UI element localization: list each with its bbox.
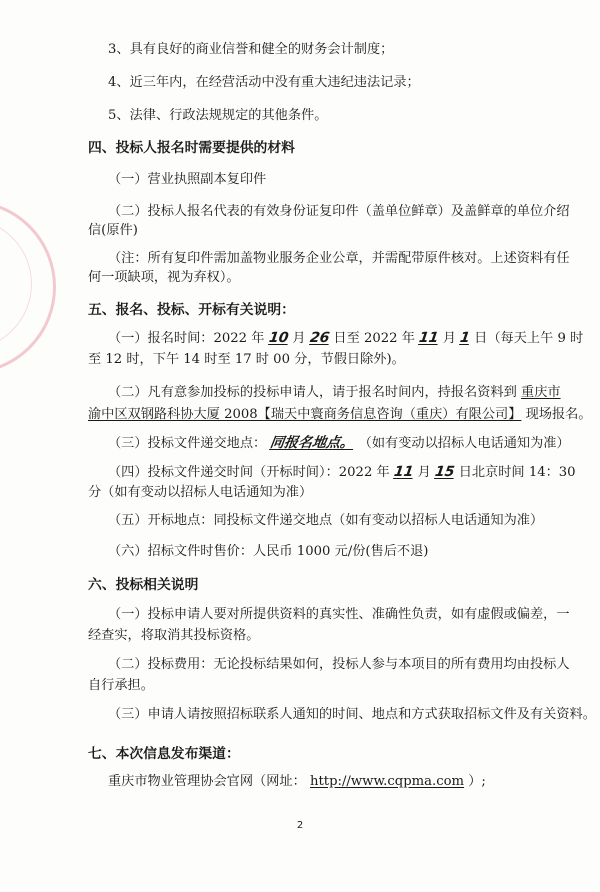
- registration-start-day: 26: [308, 330, 331, 346]
- bid-delivery-time-line-1: [108, 462, 576, 483]
- bid-opening-place: （五）开标地点：同投标文件递交地点（如有变动以招标人电话通知为准）: [108, 513, 544, 528]
- section-6-item-1-line-2: 经查实，将取消其投标资格。: [88, 628, 260, 643]
- bid-delivery-time-suffix: 日北京时间 14：30: [458, 465, 576, 480]
- bid-delivery-time-line-2: 分（如有变动以招标人电话通知为准）: [88, 485, 313, 500]
- registration-month-label-2: 月: [442, 331, 457, 346]
- publish-channel: [108, 772, 560, 792]
- condition-4: 4、近三年内，在经营活动中没有重大违纪违法记录；: [108, 75, 420, 90]
- page-number: 2: [296, 820, 304, 831]
- registration-end-month: 11: [418, 330, 440, 346]
- section-4-item-1: （一）营业执照副本复印件: [108, 172, 267, 187]
- bid-delivery-day: 15: [433, 464, 456, 480]
- registration-place-end: 现场报名。: [525, 407, 592, 422]
- registration-place-line-2: [88, 405, 592, 425]
- condition-5: 5、法律、行政法规规定的其他条件。: [108, 108, 328, 123]
- registration-place-line-1: [108, 383, 560, 403]
- section-6-item-3: （三）申请人请按照招标联系人通知的时间、地点和方式获取招标文件及有关资料。: [108, 707, 596, 722]
- tender-document-price: （六）招标文件时售价：人民币 1000 元/份(售后不退): [108, 544, 429, 559]
- section-4-note-line-1: （注：所有复印件需加盖物业服务企业公章，并需配带原件核对。上述资料有任: [108, 251, 570, 266]
- bid-delivery-place-suffix: （如有变动以招标人电话通知为准）: [358, 436, 570, 451]
- registration-place-text: （二）凡有意参加投标的投标申请人，请于报名时间内，持报名资料到: [108, 385, 517, 400]
- section-6-heading: 六、投标相关说明: [88, 577, 199, 593]
- registration-time-line-1: [108, 328, 584, 349]
- publish-channel-suffix: ）;: [468, 774, 486, 789]
- registration-end-day: 1: [459, 330, 472, 346]
- bid-delivery-place-prefix: （三）投标文件递交地点：: [108, 436, 267, 451]
- registration-address-part-2: 渝中区双钢路科协大厦 2008【瑞天中寰商务信息咨询（重庆）有限公司】: [88, 407, 522, 422]
- publish-channel-prefix: 重庆市物业管理协会官网（网址：: [108, 774, 306, 789]
- registration-time-line-2: 至 12 时，下午 14 时至 17 时 00 分，节假日除外)。: [88, 352, 405, 367]
- section-6-item-1-line-1: （一）投标申请人要对所提供资料的真实性、准确性负责，如有虚假或偏差，一: [108, 607, 570, 622]
- section-5-heading: 五、报名、投标、开标有关说明：: [88, 302, 295, 318]
- condition-3: 3、具有良好的商业信誉和健全的财务会计制度；: [108, 42, 394, 57]
- registration-start-month: 10: [267, 330, 290, 346]
- section-6-item-2-line-2: 自行承担。: [88, 678, 154, 693]
- bid-delivery-time-prefix: （四）投标文件递交时间（开标时间）：2022 年: [108, 465, 390, 480]
- registration-address-part-1: 重庆市: [521, 385, 561, 400]
- section-4-heading: 四、投标人报名时需要提供的材料: [88, 140, 295, 156]
- registration-mid-text: 日至 2022 年: [333, 331, 415, 346]
- publish-channel-url[interactable]: http://www.cqpma.com: [310, 774, 465, 789]
- section-6-item-2-line-1: （二）投标费用：无论投标结果如何，投标人参与本项目的所有费用均由投标人: [108, 657, 570, 672]
- bid-delivery-place-handwritten: 同报名地点。: [269, 435, 356, 451]
- section-4-item-2-line-2: 信(原件): [88, 223, 138, 238]
- registration-month-label: 月: [292, 331, 306, 346]
- registration-time-prefix: （一）报名时间：2022 年: [108, 331, 265, 346]
- section-7-heading: 七、本次信息发布渠道：: [88, 746, 240, 762]
- section-4-note-line-2: 何一项缺项，视为弃权）。: [88, 270, 240, 285]
- bid-delivery-month: 11: [392, 464, 415, 480]
- registration-time-suffix: 日（每天上午 9 时: [474, 331, 584, 346]
- bid-delivery-place: [108, 433, 570, 454]
- bid-delivery-month-label: 月: [417, 465, 431, 480]
- section-4-item-2-line-1: （二）投标人报名代表的有效身份证复印件（盖单位鲜章）及盖鲜章的单位介绍: [108, 204, 570, 219]
